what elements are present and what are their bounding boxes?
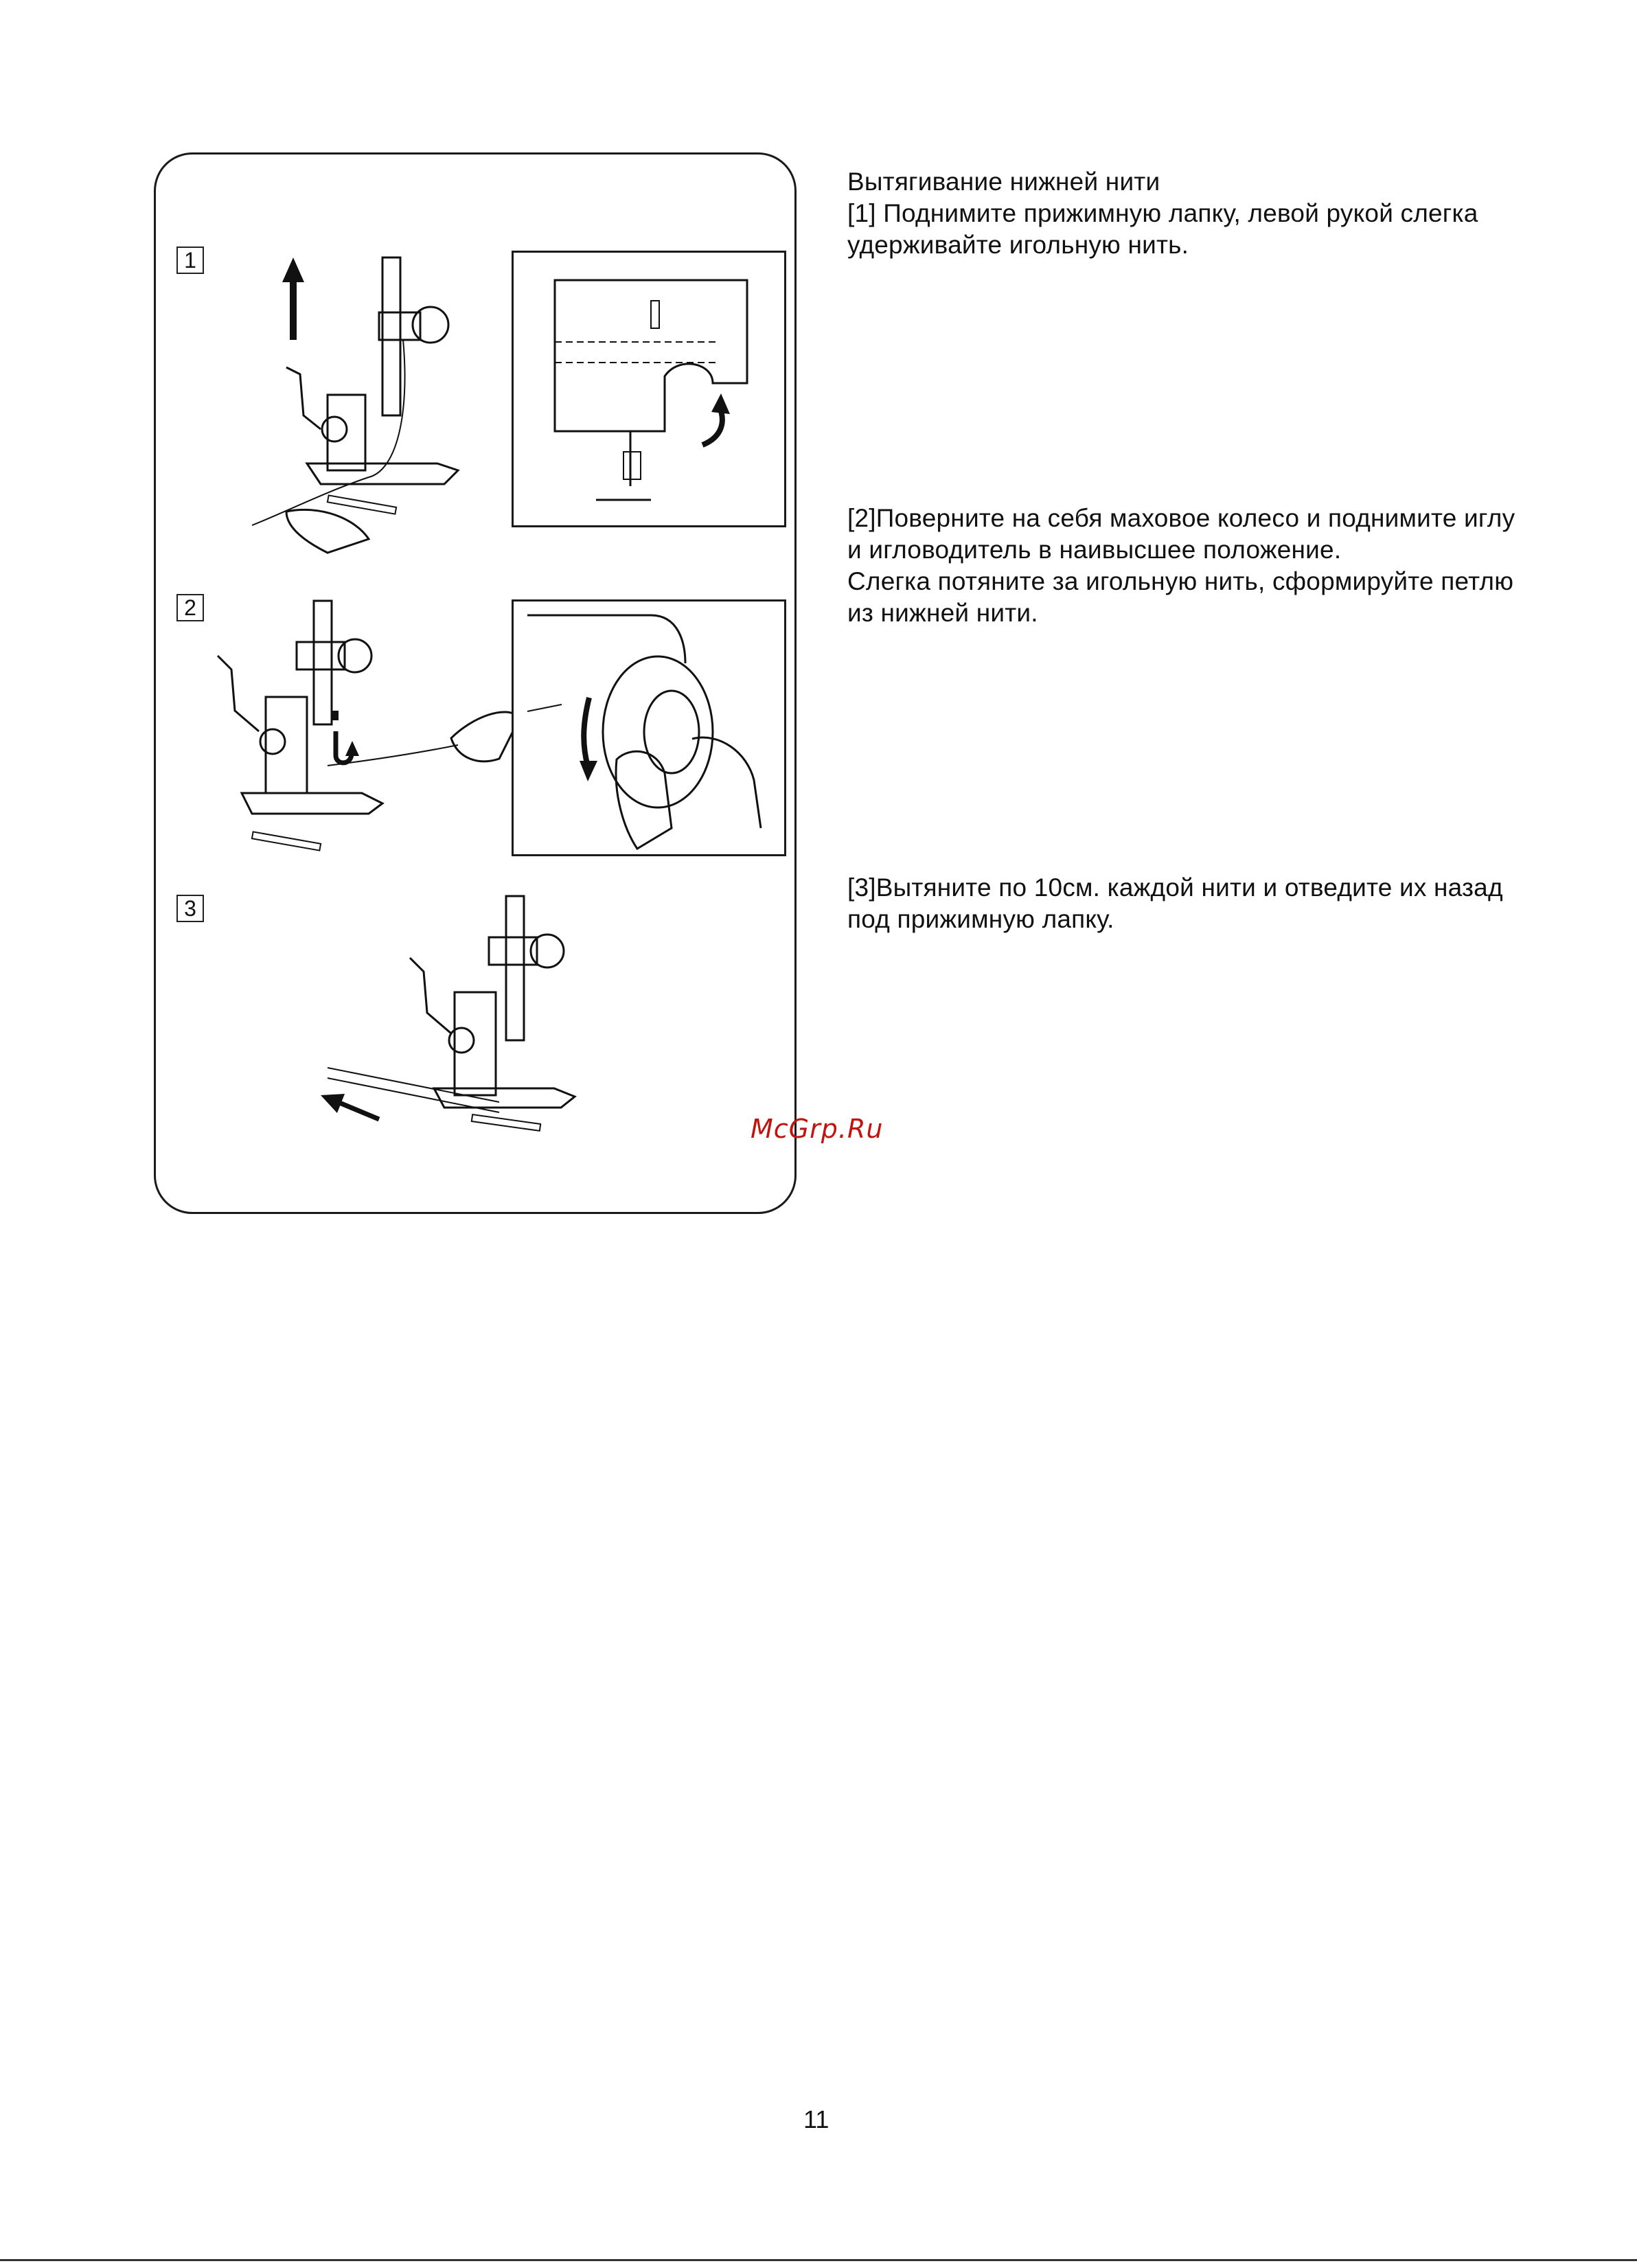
bottom-rule [0, 2259, 1637, 2261]
step-2-number: 2 [176, 594, 204, 621]
section-title: Вытягивание нижней нити [847, 168, 1160, 196]
step-2-text-block [847, 503, 1534, 629]
arrow-up-icon [282, 257, 304, 340]
step-3-text-block [847, 872, 1534, 935]
page-number: 11 [803, 2105, 829, 2133]
presser-foot-illustration-step-2 [176, 594, 520, 889]
step-1-number: 1 [176, 247, 204, 274]
step-1-text-block [847, 166, 1534, 261]
curved-arrow-icon [702, 393, 730, 445]
curved-arrow-icon [580, 698, 597, 781]
presser-foot-illustration-step-3 [321, 882, 609, 1143]
arrow-left-icon [321, 1094, 379, 1119]
step-2-text: [2]Поверните на себя маховое колесо и поднимите иглу и игловодитель в наивысшее положение. Слегка потяните за игольную нить, сформируйте петлю из нижней нити. [847, 504, 1515, 627]
step-3-number: 3 [176, 895, 204, 922]
watermark: McGrp.Ru [751, 1114, 884, 1144]
presser-foot-illustration-step-1 [225, 237, 513, 560]
curved-arrow-icon [332, 711, 359, 763]
handwheel-inset [512, 599, 786, 856]
step-3-text: [3]Вытяните по 10см. каждой нити и отведите их назад под прижимную лапку. [847, 873, 1511, 933]
illustration-frame [154, 152, 797, 1214]
step-1-text: [1] Поднимите прижимную лапку, левой рукой слегка удерживайте игольную нить. [847, 199, 1485, 259]
sewing-machine-inset [512, 251, 786, 527]
